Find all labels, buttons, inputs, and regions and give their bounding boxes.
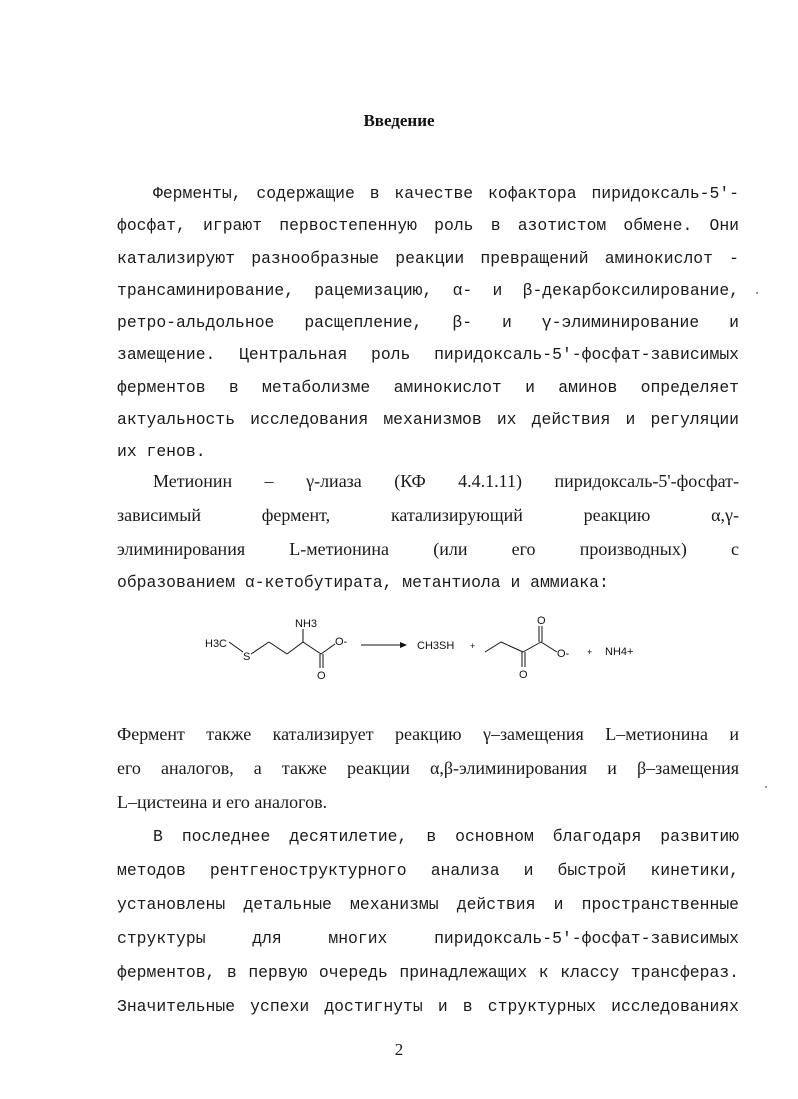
- text-line: методов рентгеноструктурного анализа и быстрой кинетики,: [117, 861, 739, 880]
- text-line: L–цистеина и его аналогов.: [117, 792, 328, 812]
- arrow-head: [400, 642, 407, 648]
- bond: [485, 642, 501, 652]
- reactant-amine: NH3: [295, 618, 318, 630]
- text-line: трансаминирование, рацемизацию, α- и β-декарбоксилирование,: [117, 280, 739, 300]
- text-line: образованием α-кетобутирата, метантиола и аммиака:: [117, 573, 609, 592]
- bond: [541, 642, 557, 652]
- text-line: Фермент также катализирует реакцию γ–замещения L–метионина и: [117, 724, 739, 744]
- bond: [501, 642, 523, 652]
- bond: [523, 642, 541, 652]
- page-number: 2: [394, 1040, 404, 1059]
- product-o-minus: O-: [557, 648, 570, 660]
- text-line: ретро-альдольное расщепление, β- и γ-элиминирование и: [117, 313, 739, 333]
- scan-speck: [765, 786, 767, 788]
- bond: [287, 642, 303, 654]
- product-ammonium: NH4+: [605, 646, 634, 658]
- text-line: ферментов в метаболизме аминокислот и аминов определяет: [117, 377, 739, 397]
- product-methanethiol: CH3SH: [417, 640, 455, 652]
- text-line: зависимый фермент, катализирующий реакцию α,γ-: [117, 505, 739, 525]
- text-line: Метионин – γ-лиаза (КФ 4.4.1.11) пиридоксаль-5'-фосфат-: [153, 471, 739, 491]
- paragraph-intro: [117, 178, 739, 469]
- reactant-h3c: H3C: [205, 638, 228, 650]
- scan-speck: [756, 292, 758, 294]
- text-line: Ферменты, содержащие в качестве кофактора пиридоксаль-5'-: [153, 184, 739, 203]
- paragraph-structural-studies: [117, 820, 739, 1024]
- text-line: Значительные успехи достигнуты и в структурных исследованиях: [117, 997, 739, 1016]
- section-title: Введение: [363, 111, 435, 130]
- reactant-carbonyl-o: O: [317, 670, 326, 682]
- text-line: катализируют разнообразные реакции превращений аминокислот -: [117, 248, 739, 268]
- paragraph-substitution: [117, 717, 739, 819]
- text-line: их генов.: [117, 442, 206, 462]
- text-line: структуры для многих пиридоксаль-5'-фосфат-зависимых: [117, 929, 739, 948]
- paragraph-methionine-lyase: [117, 464, 739, 600]
- text-line: элиминирования L-метионина (или его производных) с: [117, 539, 739, 559]
- text-line: В последнее десятилетие, в основном благодаря развитию: [153, 827, 739, 846]
- text-line: фосфат, играют первостепенную роль в азотистом обмене. Они: [117, 216, 739, 236]
- text-line: установлены детальные механизмы действия и пространственные: [117, 895, 739, 914]
- text-line: его аналогов, а также реакции α,β-элиминирования и β–замещения: [117, 758, 739, 778]
- bond: [303, 642, 321, 654]
- bond: [269, 642, 287, 654]
- plus-sign: +: [587, 647, 593, 657]
- reactant-o-minus: O-: [335, 636, 348, 648]
- product-keto-o-top: O: [537, 615, 546, 627]
- bond: [251, 642, 269, 654]
- text-line: замещение. Центральная роль пиридоксаль-5'-фосфат-зависимых: [117, 345, 739, 365]
- text-line: актуальность исследования механизмов их действия и регуляции: [117, 410, 739, 430]
- reactant-sulfur: S: [243, 651, 251, 663]
- bond: [229, 642, 243, 652]
- text-line: ферментов, в первую очередь принадлежащих к классу трансфераз.: [117, 963, 739, 982]
- plus-sign: +: [470, 641, 476, 651]
- bond: [321, 644, 335, 654]
- product-keto-o-bottom: O: [519, 669, 528, 681]
- reaction-scheme: [195, 612, 655, 692]
